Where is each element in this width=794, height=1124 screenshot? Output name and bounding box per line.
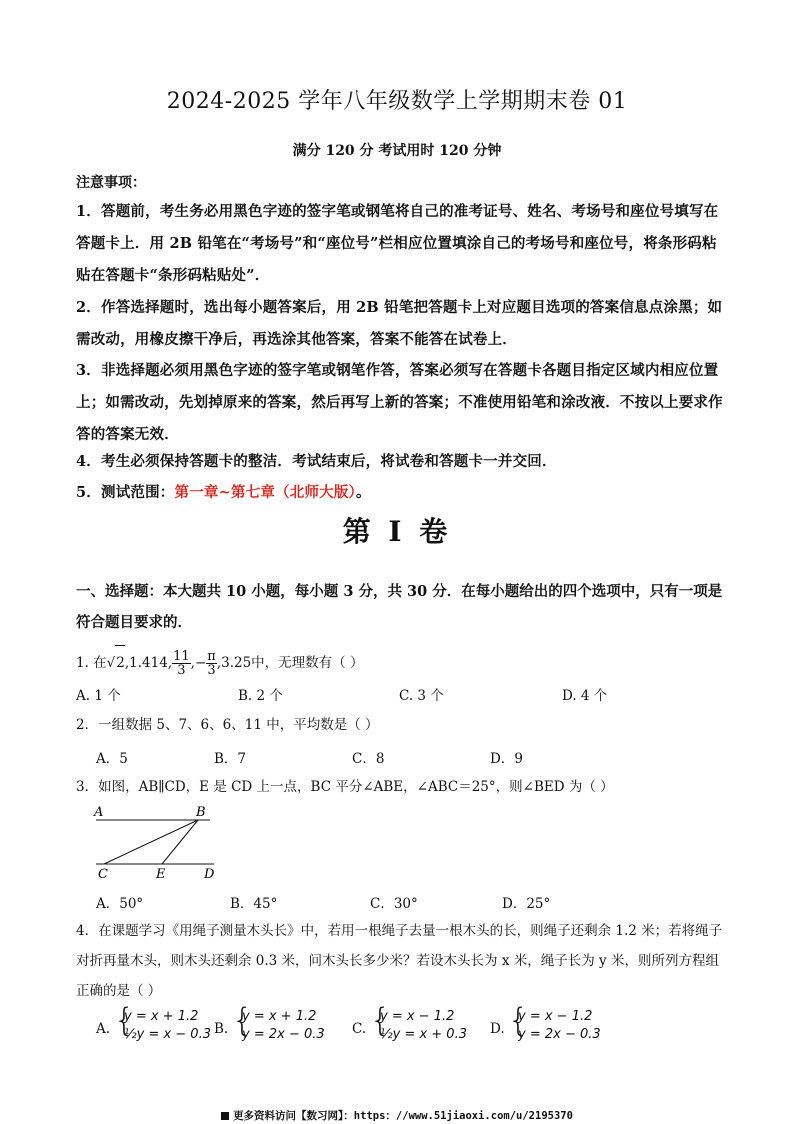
q1-option-a: A. 1 个 — [76, 688, 121, 704]
section-heading: 一、选择题：本大题共 10 小题，每小题 3 分，共 30 分．在每小题给出的四个选项中，只有一项是符合题目要求的． — [76, 583, 723, 631]
q1-option-c: C. 3 个 — [399, 688, 444, 704]
q4-option-c-letter: C. — [352, 1021, 367, 1037]
label-a: A — [94, 805, 104, 820]
q3-option-a: A．50° — [96, 896, 144, 912]
q4-option-a-system — [114, 1001, 214, 1048]
label-c: C — [98, 867, 108, 882]
label-e: E — [156, 867, 166, 882]
page-title: 2024-2025 学年八年级数学上学期期末卷 01 — [166, 89, 628, 114]
system-c-eq1: y = x − 1.2 — [380, 1009, 455, 1024]
volume-title: 第 I 卷 — [342, 515, 452, 548]
q1-frac2 — [206, 650, 217, 677]
scope-range: 第一章~第七章（北师大版） — [174, 484, 356, 501]
q1-option-d: D. 4 个 — [562, 688, 608, 704]
footer-text: 更多资料访问【数习网】：https：//www.51jiaoxi.com/u/2195370 — [233, 1110, 573, 1122]
note-item-4: 4．考生必须保持答题卡的整洁．考试结束后，将试卷和答题卡一并交回． — [76, 453, 557, 470]
q2-option-a: A．5 — [96, 751, 128, 767]
system-c-eq2: ½y = x + 0.3 — [380, 1027, 467, 1042]
q1-prefix: 1. 在 — [76, 655, 107, 671]
scope-prefix: 5．测试范围： — [76, 484, 175, 501]
frac1-num: 11 — [173, 649, 190, 664]
q1-option-b: B. 2 个 — [238, 688, 283, 704]
q4-option-b-letter: B. — [214, 1021, 229, 1037]
question-1-stem — [76, 645, 363, 679]
line-eb — [162, 820, 198, 864]
q3-option-d: D．25° — [502, 896, 551, 912]
q1-sqrt: 2 — [115, 645, 125, 680]
system-a-eq1: y = x + 1.2 — [124, 1009, 199, 1024]
label-b: B — [196, 805, 206, 820]
brace-icon: { — [508, 1001, 529, 1039]
geometry-figure — [90, 802, 230, 882]
question-4-stem: 4．在课题学习《用绳子测量木头长》中，若用一根绳子去量一根木头的长，则绳子还剩余 1.2 米；若将绳子对折再量木头，则木头还剩余 0.3 米，问木头长多少米？若设木头长为 x 米，绳子长为 y 米，则所列方程组正确的是（ ） — [76, 923, 723, 999]
system-a-eq2: ½y = x − 0.3 — [124, 1027, 211, 1042]
system-d-eq1: y = x − 1.2 — [518, 1009, 593, 1024]
frac2-num: π — [207, 649, 216, 664]
flag-icon — [221, 1112, 229, 1120]
frac2-den: 3 — [207, 663, 216, 678]
question-3-stem: 3．如图，AB∥CD，E 是 CD 上一点，BC 平分∠ABE，∠ABC＝25°，则∠BED 为（ ） — [76, 779, 614, 795]
system-d-eq2: y = 2x − 0.3 — [518, 1027, 601, 1042]
q4-option-c-system — [370, 1001, 470, 1048]
brace-icon: { — [114, 1001, 135, 1039]
system-b-eq2: y = 2x − 0.3 — [242, 1027, 325, 1042]
sqrt-symbol: √ — [106, 655, 116, 671]
q1-mid: ,1.414, — [124, 655, 173, 671]
q1-frac1 — [172, 650, 191, 677]
label-d: D — [204, 867, 215, 882]
q3-option-c: C．30° — [370, 896, 418, 912]
footer-link[interactable] — [0, 1108, 794, 1123]
line-cb — [104, 820, 198, 864]
q4-option-d-system — [508, 1001, 608, 1048]
scope-suffix: 。 — [356, 484, 371, 501]
note-item-1: 1．答题前，考生务必用黑色字迹的签字笔或钢笔将自己的准考证号、姓名、考场号和座位号填写在答题卡上．用 2B 铅笔在“考场号”和“座位号”栏相应位置填涂自己的考场号和座位号，将条形码粘贴在答题卡“条形码粘贴处”． — [76, 203, 719, 284]
frac1-den: 3 — [177, 663, 186, 678]
notes-heading: 注意事项： — [76, 175, 146, 191]
q4-option-a-letter: A. — [96, 1021, 111, 1037]
note-item-2: 2．作答选择题时，选出每小题答案后，用 2B 铅笔把答题卡上对应题目选项的答案信息点涂黑；如需改动，用橡皮擦干净后，再选涂其他答案，答案不能答在试卷上． — [76, 299, 723, 348]
q2-option-b: B．7 — [214, 751, 247, 767]
brace-icon: { — [232, 1001, 253, 1039]
q4-option-b-system — [232, 1001, 332, 1048]
q4-option-d-letter: D. — [490, 1021, 505, 1037]
q2-option-c: C．8 — [352, 751, 385, 767]
exam-info: 满分 120 分 考试用时 120 分钟 — [292, 143, 502, 159]
brace-icon: { — [370, 1001, 391, 1039]
q1-suffix: 中，无理数有（ ） — [251, 655, 364, 671]
system-b-eq1: y = x + 1.2 — [242, 1009, 317, 1024]
note-item-3: 3．非选择题必须用黑色字迹的签字笔或钢笔作答，答案必须写在答题卡各题目指定区域内相应位置上；如需改动，先划掉原来的答案，然后再写上新的答案；不准使用铅笔和涂改液．不按以上要求作答的答案无效． — [76, 362, 723, 443]
note-item-5 — [76, 477, 726, 509]
q1-sep: ,− — [190, 655, 207, 671]
q3-option-b: B．45° — [230, 896, 278, 912]
question-2-stem: 2．一组数据 5、7、6、6、11 中，平均数是（ ） — [76, 717, 379, 733]
q2-option-d: D．9 — [490, 751, 523, 767]
q1-last: ,3.25 — [216, 655, 252, 671]
